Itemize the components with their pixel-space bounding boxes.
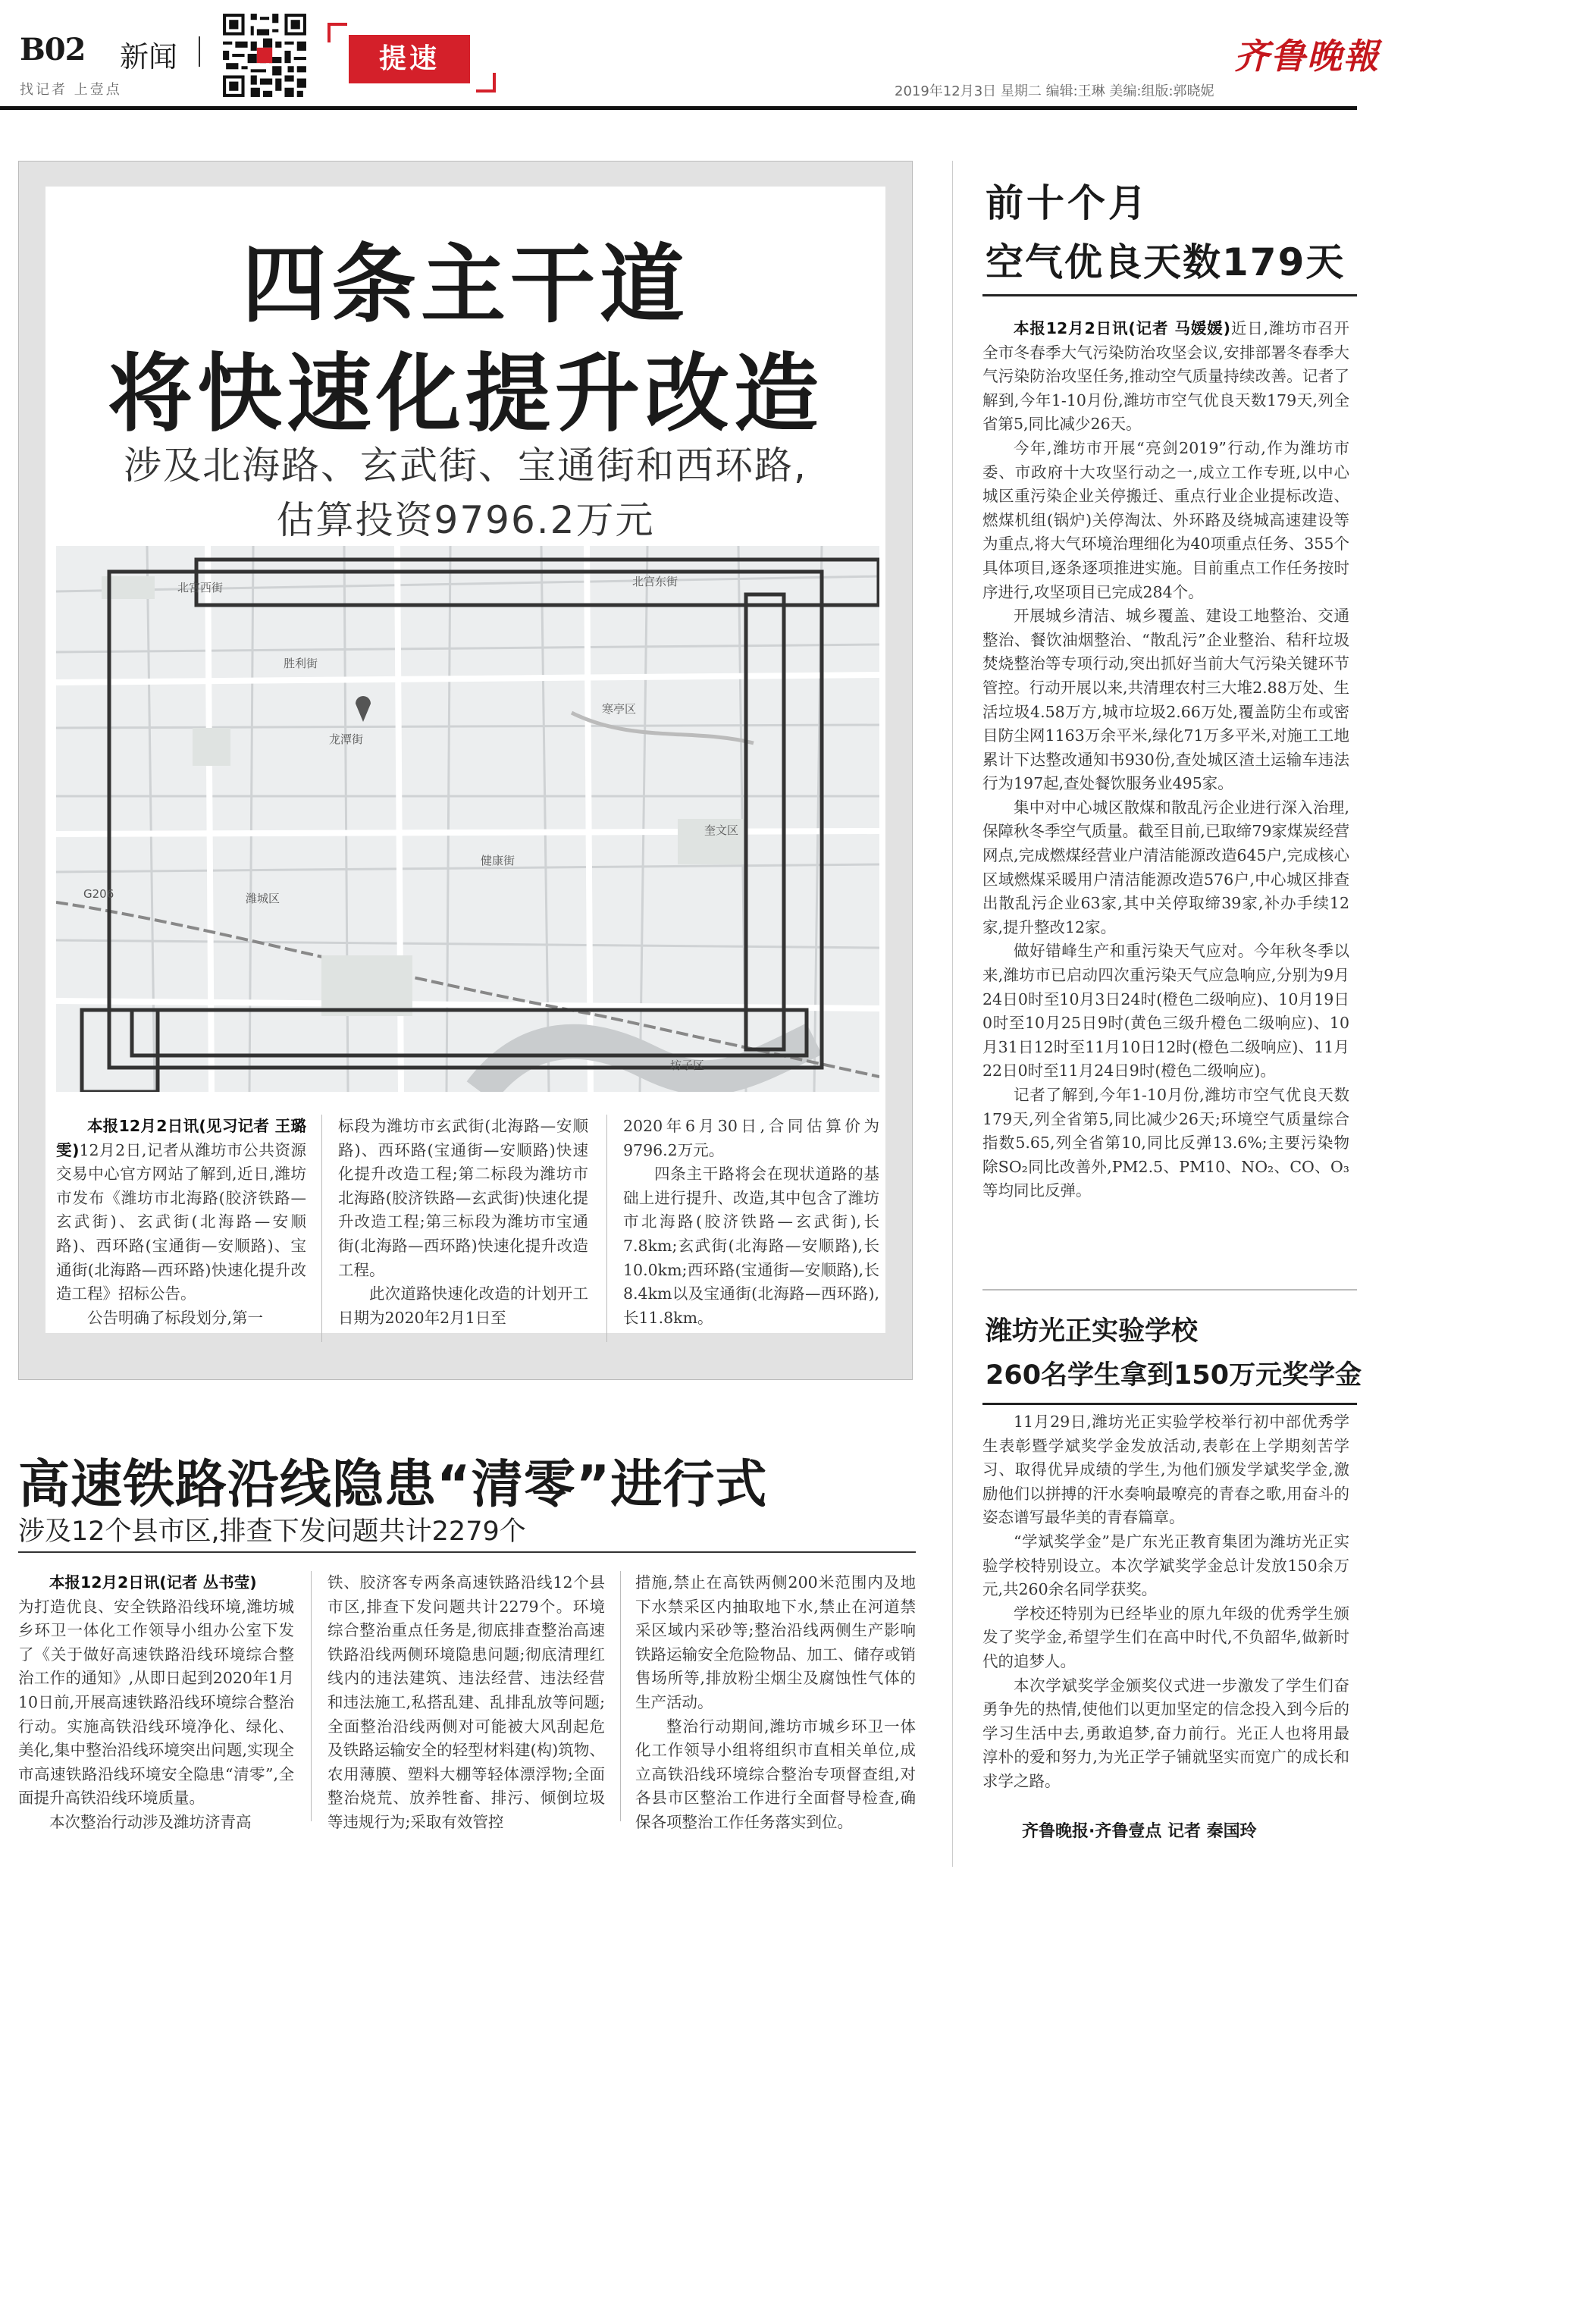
feature-paragraph: 标段为潍坊市玄武街(北海路—安顺路)、西环路(宝通街—安顺路)快速化提升改造工程;第二标段为潍坊市北海路(胶济铁路—玄武街)快速化提升改造工程;第三标段为潍坊市宝通街(北海路—西环路)快速化提升改造工程。 <box>338 1117 588 1279</box>
feature-paragraph: 此次道路快速化改造的计划开工日期为2020年2月1日至 <box>338 1284 588 1327</box>
article-paragraph: 今年,潍坊市开展“亮剑2019”行动,作为潍坊市委、市政府十大攻坚行动之一,成立工作专班,以中心城区重污染企业关停搬迁、重点行业企业提标改造、燃煤机组(锅炉)关停淘汰、外环路及绕城高速建设等为重点,将大气环境治理细化为40项重点任务、355个具体项目,逐条逐项推进实施。目前重点工作任务按时序进行,攻坚项目已完成284个。 <box>982 438 1349 601</box>
title-rule <box>982 1403 1357 1405</box>
column-divider <box>606 1115 607 1342</box>
feature-lead: 本报12月2日讯(见习记者 王璐雯) <box>56 1117 306 1159</box>
feature-title-line-1: 四条主干道 <box>242 236 689 334</box>
railway-column-1 <box>18 1571 294 1835</box>
map-label: 北宫东街 <box>632 575 678 588</box>
feature-column-2 <box>338 1115 588 1330</box>
map-label: 健康街 <box>481 854 515 867</box>
feature-paragraph: 12月2日,记者从潍坊市公共资源交易中心官方网站了解到,近日,潍坊市发布《潍坊市北海路(胶济铁路—玄武街)、玄武街(北海路—安顺路)、西环路(宝通街—安顺路)、宝通街(北海路—西环路)快速化提升改造工程》招标公告。 <box>56 1140 306 1303</box>
article-paragraph: 整治行动期间,潍坊市城乡环卫一体化工作领导小组将组织市直相关单位,成立高铁沿线环境综合整治专项督查组,对各县市区整治工作进行全面督导检查,确保各项整治工作任务落实到位。 <box>635 1717 916 1831</box>
column-divider <box>311 1571 312 1821</box>
feature-paragraph: 四条主干路将会在现状道路的基础上进行提升、改造,其中包含了潍坊市北海路(胶济铁路—玄武街),长7.8km;玄武街(北海路—安顺路),长10.0km;西环路(宝通街—安顺路),长8.4km以及宝通街(北海路—西环路),长11.8km。 <box>623 1165 879 1327</box>
title-rule <box>18 1551 916 1553</box>
column-divider <box>620 1571 621 1821</box>
feature-title-line-2: 将快速化提升改造 <box>108 345 823 444</box>
feature-paragraph: 公告明确了标段划分,第一 <box>87 1308 264 1327</box>
article-paragraph: 做好错峰生产和重污染天气应对。今年秋冬季以来,潍坊市已启动四次重污染天气应急响应,分别为9月24日0时至10月3日24时(橙色二级响应)、10月19日0时至10月25日9时(黄色三级升橙色二级响应)、10月31日12时至11月10日12时(橙色二级响应)、11月22日0时至11月24日9时(橙色二级响应)。 <box>982 942 1349 1080</box>
slogan: 找记者 上壹点 <box>20 82 122 98</box>
article-paragraph: 为打造优良、安全铁路沿线环境,潍坊城乡环卫一体化工作领导小组办公室下发了《关于做好高速铁路沿线环境综合整治工作的通知》,从即日起到2020年1月10日前,开展高速铁路沿线环境综合整治行动。实施高铁沿线环境净化、绿化、美化,集中整治沿线环境突出问题,实现全市高速铁路沿线环境安全隐患“清零”,全面提升高铁沿线环境质量。 <box>18 1597 294 1808</box>
tag-corner-decoration <box>476 73 496 93</box>
dateline: 2019年12月3日 星期二 编辑:王琳 美编:组版:郭晓妮 <box>895 83 1214 99</box>
map-label: 龙潭街 <box>329 732 364 746</box>
article-paragraph: 11月29日,潍坊光正实验学校举行初中部优秀学生表彰暨学斌奖学金发放活动,表彰在上学期刻苦学习、取得优异成绩的学生,为他们颁发学斌奖学金,激励他们以拼搏的汗水奏响最嘹亮的青春之歌,用奋斗的姿态谱写最华美的青春篇章。 <box>982 1413 1349 1527</box>
title-rule <box>982 294 1357 296</box>
section-tag: 提速 <box>349 35 470 83</box>
newspaper-logo: 齐鲁晚報 <box>1234 36 1380 77</box>
air-quality-title-line-1: 前十个月 <box>986 181 1149 225</box>
map-label: 奎文区 <box>704 823 739 837</box>
header-divider <box>199 36 200 67</box>
air-quality-title-line-2: 空气优良天数179天 <box>986 240 1346 284</box>
railway-column-2 <box>327 1571 605 1835</box>
feature-paragraph: 2020年6月30日,合同估算价为9796.2万元。 <box>623 1117 879 1159</box>
article-paragraph: 铁、胶济客专两条高速铁路沿线12个县市区,排查下发问题共计2279个。环境综合整治重点任务是,彻底排查整治高速铁路沿线两侧环境隐患问题;彻底清理红线内的违法建筑、违法经营、违法经营和违法施工,私搭乱建、乱排乱放等问题;全面整治沿线两侧对可能被大风刮起危及铁路运输安全的轻型材料建(构)筑物、农用薄膜、塑料大棚等轻体漂浮物;全面整治烧荒、放养牲畜、排污、倾倒垃圾等违规行为;采取有效管控 <box>327 1573 605 1831</box>
article-paragraph: 开展城乡清洁、城乡覆盖、建设工地整治、交通整治、餐饮油烟整治、“散乱污”企业整治、秸秆垃圾焚烧整治等专项行动,突出抓好当前大气污染关键环节管控。行动开展以来,共清理农村三大堆2.88万处、生活垃圾4.58万方,城市垃圾2.66万处,覆盖防尘布或密目防尘网1163万余平米,绿化71万多平米,对施工工地累计下达整改通知书930份,查处城区渣土运输车违法行为197起,查处餐饮服务业495家。 <box>982 607 1349 793</box>
railway-column-3 <box>635 1571 916 1835</box>
article-paragraph: 本次学斌奖学金颁奖仪式进一步激发了学生们奋勇争先的热情,使他们以更加坚定的信念投入到今后的学习生活中去,勇敢追梦,奋力前行。光正人也将用最淳朴的爱和努力,为光正学子铺就坚实而宽广的成长和求学之路。 <box>982 1676 1349 1790</box>
feature-column-3 <box>623 1115 879 1330</box>
air-quality-lead: 本报12月2日讯(记者 马媛媛) <box>1014 319 1230 337</box>
map-label: 北宫西街 <box>177 581 224 594</box>
map-label: G206 <box>83 887 114 901</box>
article-paragraph: 记者了解到,今年1-10月份,潍坊市空气优良天数179天,列全省第5,同比减少26天;环境空气质量综合指数5.65,列全省第10,同比反弹13.6%;主要污染物除SO₂同比改善外,PM2.5、PM10、NO₂、CO、O₃等均同比反弹。 <box>982 1086 1349 1200</box>
column-divider <box>952 161 953 1867</box>
feature-subtitle-line-1: 涉及北海路、玄武街、宝通街和西环路, <box>124 444 807 488</box>
map-label: 寒亭区 <box>602 702 637 716</box>
railway-lead: 本报12月2日讯(记者 丛书莹) <box>49 1573 257 1592</box>
feature-column-1 <box>56 1115 306 1330</box>
railway-subtitle: 涉及12个县市区,排查下发问题共计2279个 <box>18 1516 526 1547</box>
qr-code-icon[interactable] <box>220 11 309 100</box>
article-paragraph: “学斌奖学金”是广东光正教育集团为潍坊光正实验学校特别设立。本次学斌奖学金总计发放150余万元,共260余名同学获奖。 <box>982 1532 1349 1599</box>
road-map <box>56 546 879 1092</box>
map-label: 潍城区 <box>246 892 280 905</box>
article-paragraph: 学校还特别为已经毕业的原九年级的优秀学生颁发了奖学金,希望学生们在高中时代,不负韶华,做新时代的追梦人。 <box>982 1604 1349 1670</box>
air-quality-body <box>982 317 1349 1203</box>
header-rule <box>0 106 1357 110</box>
edition-number: B02 <box>20 32 86 67</box>
scholarship-body <box>982 1410 1349 1794</box>
scholarship-byline: 齐鲁晚报·齐鲁壹点 记者 秦国玲 <box>1022 1822 1257 1841</box>
column-divider <box>321 1115 322 1342</box>
article-paragraph: 本次整治行动涉及潍坊济青高 <box>49 1812 252 1831</box>
article-paragraph: 近日,潍坊市召开全市冬春季大气污染防治攻坚会议,安排部署冬春季大气污染防治攻坚任务,推动空气质量持续改善。记者了解到,今年1-10月份,潍坊市空气优良天数179天,列全省第5,同比减少26天。 <box>982 319 1349 434</box>
scholarship-title-line-1: 潍坊光正实验学校 <box>986 1316 1199 1347</box>
article-paragraph: 集中对中心城区散煤和散乱污企业进行深入治理,保障秋冬季空气质量。截至目前,已取缔79家煤炭经营网点,完成燃煤经营业户清洁能源改造645户,完成核心区域燃煤采暖用户清洁能源改造576户,中心城区排查出散乱污企业63家,其中关停取缔39家,补办手续12家,提升整改12家。 <box>982 798 1349 936</box>
feature-subtitle-line-2: 估算投资9796.2万元 <box>276 498 655 542</box>
section-name: 新闻 <box>120 40 178 74</box>
tag-corner-decoration <box>327 23 347 42</box>
article-paragraph: 措施,禁止在高铁两侧200米范围内及地下水禁采区内抽取地下水,禁止在河道禁采区域内采砂等;整治沿线两侧生产影响铁路运输安全危险物品、加工、储存或销售场所等,排放粉尘烟尘及腐蚀性气体的生产活动。 <box>635 1573 916 1711</box>
scholarship-title-line-2: 260名学生拿到150万元奖学金 <box>986 1360 1362 1391</box>
railway-title: 高速铁路沿线隐患“清零”进行式 <box>18 1455 768 1515</box>
map-label: 胜利街 <box>284 657 318 670</box>
article-separator <box>982 1289 1357 1291</box>
map-label: 坊子区 <box>670 1059 705 1072</box>
